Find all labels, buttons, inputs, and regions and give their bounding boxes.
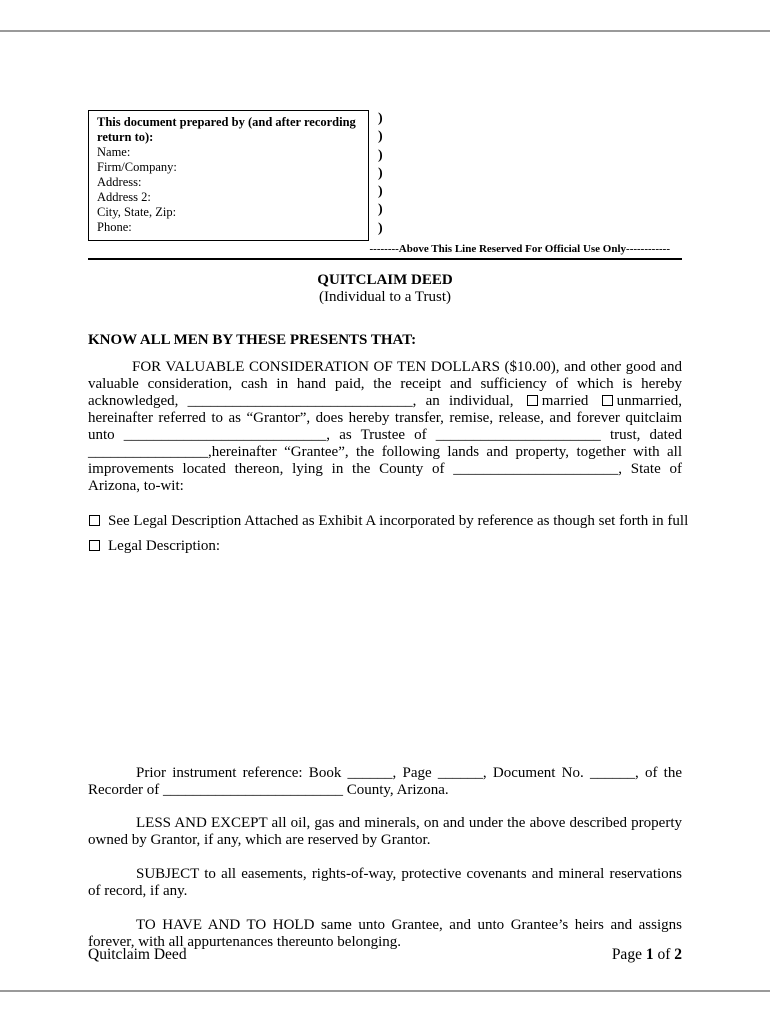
granting-text-1: FOR VALUABLE CONSIDERATION OF TEN DOLLARS ($10.00), and other good and valuable consideration, cash in hand paid, the receipt and sufficiency of which is hereby acknowledged, ______________________________, an individual, [88,359,682,409]
field-label-firm-company: Firm/Company: [97,160,177,174]
field-label-name: Name: [97,145,131,159]
legal-description-row [88,538,682,555]
legal-description-label: Legal Description: [108,538,221,554]
married-checkbox[interactable] [527,395,538,406]
exhibit-a-label: See Legal Description Attached as Exhibit A incorporated by reference as though set forth in full [108,513,689,529]
footer-page-info [612,946,682,964]
habendum-paragraph: TO HAVE AND TO HOLD same unto Grantee, and unto Grantee’s heirs and assigns forever, with all appurtenances thereunto belonging. [88,917,682,950]
presents-heading: KNOW ALL MEN BY THESE PRESENTS THAT: [88,332,417,348]
married-label: married [541,393,589,409]
page-footer [88,946,682,964]
exhibit-a-row [88,513,689,530]
granting-paragraph [88,359,682,495]
subject-to-paragraph: SUBJECT to all easements, rights-of-way, protective covenants and mineral reservations of record, if any. [88,866,682,899]
page-content [88,110,689,951]
prepared-by-box [88,110,369,241]
footer-page-word: Page [611,946,642,963]
official-use-only-rule [88,243,682,260]
stamp-paren: ) [378,129,383,145]
stamp-paren: ) [378,220,383,236]
footer-page-number: 1 [645,946,654,963]
field-label-address-2: Address 2: [97,190,151,204]
document-title: QUITCLAIM DEED [317,272,453,288]
less-and-except-paragraph: LESS AND EXCEPT all oil, gas and minerals, on and under the above described property owned by Grantor, if any, which are reserved by Grantor. [88,815,682,848]
footer-total-pages: 2 [674,946,682,963]
field-label-city-state-zip: City, State, Zip: [97,205,177,219]
exhibit-a-checkbox[interactable] [89,515,100,526]
recording-header [88,110,682,241]
legal-description-blank-area [88,555,682,765]
stamp-paren: ) [378,111,383,126]
footer-of-word: of [657,946,671,963]
stamp-paren: ) [378,202,383,218]
legal-description-checkbox[interactable] [89,540,100,551]
field-label-phone: Phone: [97,220,132,234]
prior-instrument-paragraph: Prior instrument reference: Book ______, Page ______, Document No. ______, of the Recorder of ________________________ County, Arizona. [88,765,682,798]
page-top-divider [0,30,770,32]
footer-document-name: Quitclaim Deed [88,946,187,963]
stamp-paren: ) [378,147,383,163]
page-bottom-divider [0,990,770,992]
recorder-stamp-brackets [378,110,383,238]
official-use-only-text: --------Above This Line Reserved For Official Use Only------------ [369,243,670,255]
unmarried-checkbox[interactable] [602,395,613,406]
document-subtitle: (Individual to a Trust) [318,289,452,305]
field-label-address: Address: [97,175,142,189]
stamp-paren: ) [378,165,383,181]
granting-text-2: unmarried, hereinafter referred to as “Grantor”, does hereby transfer, remise, release, and forever quitclaim unto ___________________________, as Trustee of ______________________ trust, dated ________________,hereinafter “Grantee”, the following lands and property, together with all improvements located thereon, lying in the County of ______________________, State of Arizona, to-wit: [88,393,682,494]
stamp-paren: ) [378,184,383,200]
prepared-by-heading: This document prepared by (and after recording return to): [97,115,356,144]
